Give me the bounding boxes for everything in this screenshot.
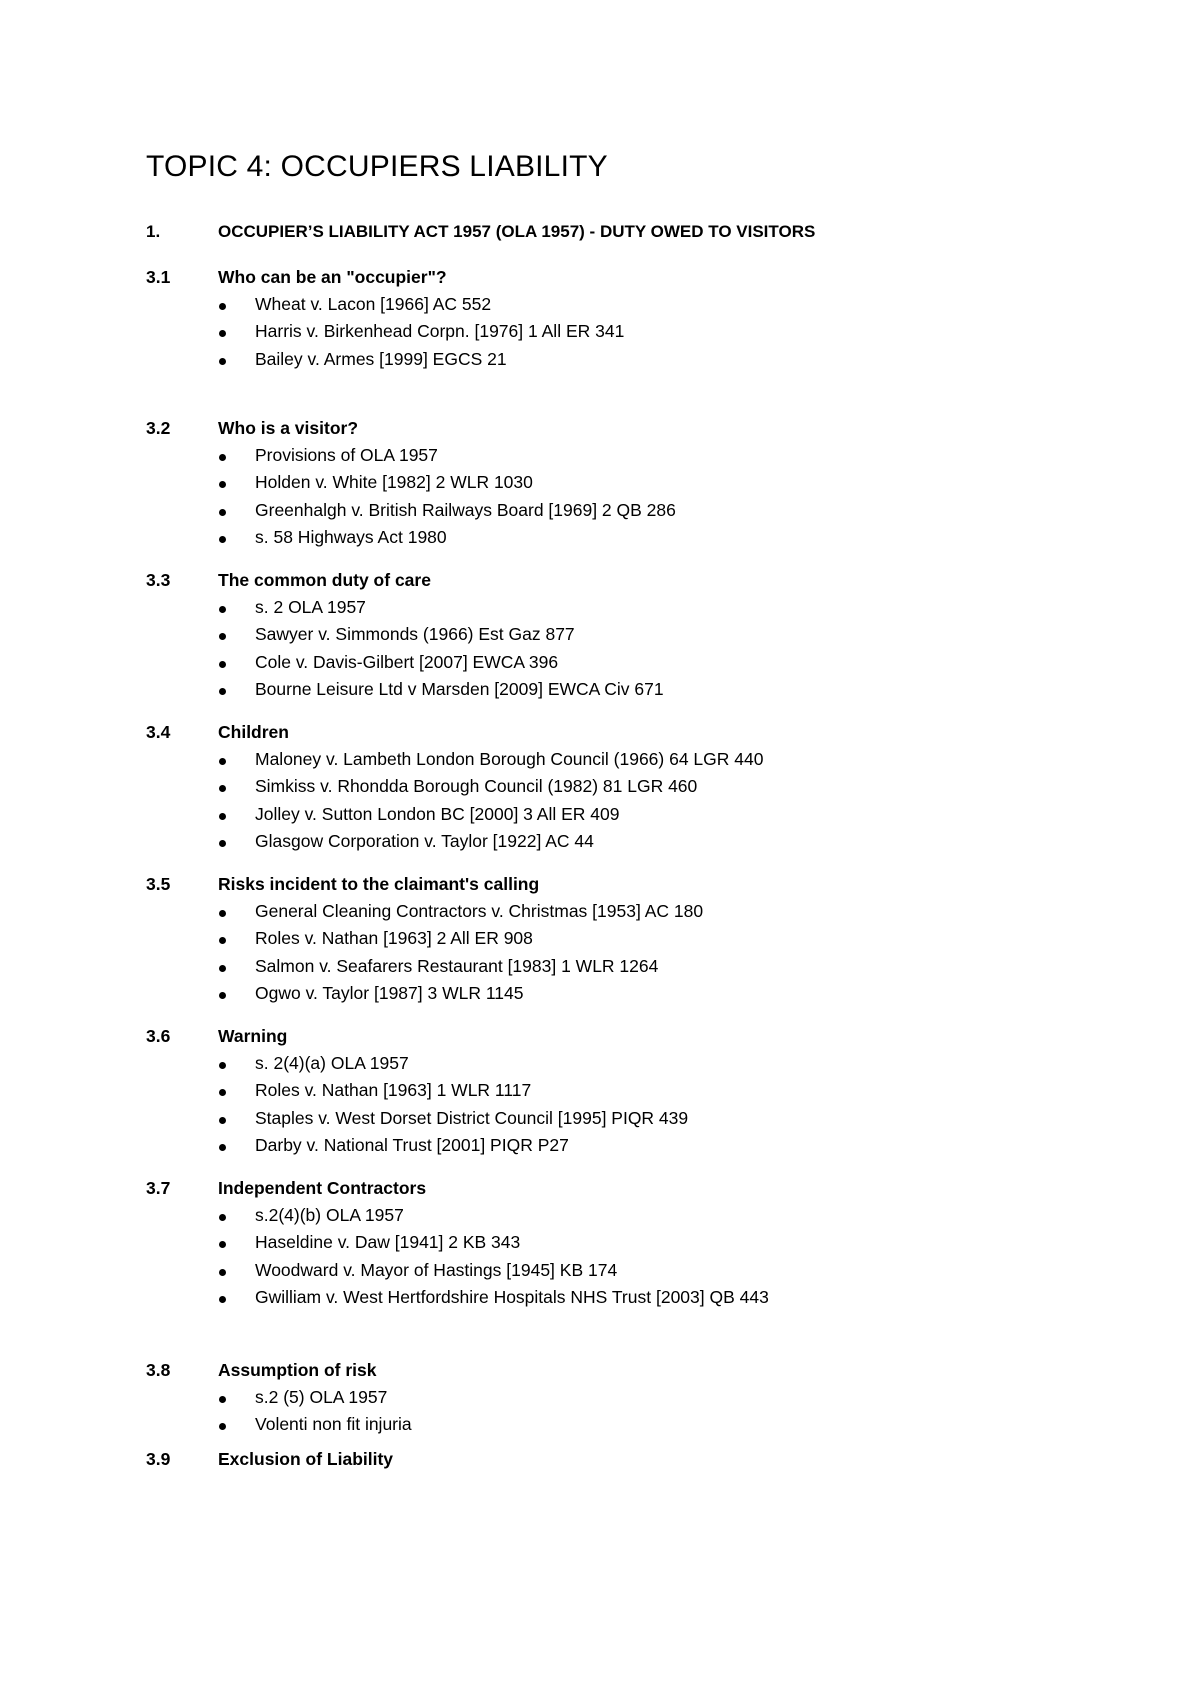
list-item	[146, 1414, 1146, 1441]
section-3-1	[146, 267, 1146, 376]
list-item	[146, 652, 1146, 679]
section-heading-text: Assumption of risk	[218, 1360, 377, 1380]
section-3-2	[146, 418, 1146, 554]
main-heading-number: 1.	[146, 222, 161, 241]
bullet-icon	[219, 1423, 226, 1430]
list-item	[146, 1135, 1146, 1162]
section-number: 3.2	[146, 418, 171, 438]
list-item	[146, 831, 1146, 858]
section-3-5	[146, 874, 1146, 1010]
list-item	[146, 445, 1146, 472]
list-item	[146, 500, 1146, 527]
list-item-text: Maloney v. Lambeth London Borough Council (1966) 64 LGR 440	[255, 749, 764, 769]
bullet-icon	[219, 785, 226, 792]
list-item	[146, 1387, 1146, 1414]
section-heading	[146, 722, 1146, 749]
case-list	[146, 901, 1146, 1010]
section-number: 3.7	[146, 1178, 171, 1198]
list-item	[146, 749, 1146, 776]
list-item-text: Darby v. National Trust [2001] PIQR P27	[255, 1134, 569, 1155]
list-item-text: Salmon v. Seafarers Restaurant [1983] 1 WLR 1264	[255, 955, 659, 976]
section-heading	[146, 1178, 1146, 1205]
list-item	[146, 804, 1146, 831]
section-heading	[146, 1449, 1146, 1476]
list-item-text: Roles v. Nathan [1963] 2 All ER 908	[255, 928, 533, 949]
section-3-4	[146, 722, 1146, 858]
document-title: TOPIC 4: OCCUPIERS LIABILITY	[146, 150, 608, 183]
bullet-icon	[219, 330, 226, 337]
list-item	[146, 527, 1146, 554]
list-item-text: s. 2(4)(a) OLA 1957	[255, 1053, 409, 1073]
section-number: 3.5	[146, 874, 171, 894]
list-item-text: Bourne Leisure Ltd v Marsden [2009] EWCA Civ 671	[255, 678, 664, 699]
bullet-icon	[219, 1396, 226, 1403]
section-heading	[146, 267, 1146, 294]
case-list	[146, 294, 1146, 376]
list-item	[146, 472, 1146, 499]
list-item	[146, 321, 1146, 348]
bullet-icon	[219, 758, 226, 765]
section-heading	[146, 570, 1146, 597]
section-3-6	[146, 1026, 1146, 1162]
list-item	[146, 1108, 1146, 1135]
bullet-icon	[219, 633, 226, 640]
section-heading	[146, 1360, 1146, 1387]
section-3-7	[146, 1178, 1146, 1314]
list-item	[146, 1260, 1146, 1287]
list-item	[146, 679, 1146, 706]
list-item-text: s. 58 Highways Act 1980	[255, 526, 447, 547]
case-list	[146, 1053, 1146, 1162]
section-number: 3.6	[146, 1026, 171, 1046]
list-item-text: Staples v. West Dorset District Council [1995] PIQR 439	[255, 1107, 689, 1128]
section-number: 3.9	[146, 1449, 171, 1469]
bullet-icon	[219, 1089, 226, 1096]
section-heading-text: Risks incident to the claimant's calling	[218, 874, 540, 894]
list-item-text: s. 2 OLA 1957	[255, 597, 366, 617]
section-heading-text: Independent Contractors	[218, 1178, 427, 1198]
list-item-text: Harris v. Birkenhead Corpn. [1976] 1 All ER 341	[255, 321, 625, 342]
bullet-icon	[219, 303, 226, 310]
bullet-icon	[219, 606, 226, 613]
list-item-text: Holden v. White [1982] 2 WLR 1030	[255, 472, 533, 493]
bullet-icon	[219, 661, 226, 668]
section-3-3	[146, 570, 1146, 706]
main-heading-text: OCCUPIER’S LIABILITY ACT 1957 (OLA 1957) - DUTY OWED TO VISITORS	[218, 222, 816, 241]
case-list	[146, 749, 1146, 858]
list-item-text: Roles v. Nathan [1963] 1 WLR 1117	[255, 1080, 532, 1101]
list-item-text: Haseldine v. Daw [1941] 2 KB 343	[255, 1232, 521, 1253]
bullet-icon	[219, 688, 226, 695]
bullet-icon	[219, 509, 226, 516]
list-item	[146, 1205, 1146, 1232]
bullet-icon	[219, 1144, 226, 1151]
section-heading-text: Exclusion of Liability	[218, 1449, 394, 1469]
list-item	[146, 1232, 1146, 1259]
list-item-text: s.2 (5) OLA 1957	[255, 1387, 388, 1407]
section-heading	[146, 418, 1146, 445]
bullet-icon	[219, 1062, 226, 1069]
list-item-text: Simkiss v. Rhondda Borough Council (1982) 81 LGR 460	[255, 776, 698, 797]
section-number: 3.3	[146, 570, 171, 590]
list-item-text: Greenhalgh v. British Railways Board [1969] 2 QB 286	[255, 499, 676, 520]
case-list	[146, 1387, 1146, 1442]
list-item	[146, 928, 1146, 955]
list-item	[146, 624, 1146, 651]
section-number: 3.4	[146, 722, 171, 742]
bullet-icon	[219, 536, 226, 543]
list-item-text: Provisions of OLA 1957	[255, 445, 438, 465]
bullet-icon	[219, 1117, 226, 1124]
bullet-icon	[219, 454, 226, 461]
section-3-9	[146, 1449, 1146, 1476]
list-item	[146, 1080, 1146, 1107]
bullet-icon	[219, 481, 226, 488]
bullet-icon	[219, 840, 226, 847]
list-item	[146, 956, 1146, 983]
list-item-text: General Cleaning Contractors v. Christmas [1953] AC 180	[255, 901, 704, 921]
list-item	[146, 294, 1146, 321]
list-item	[146, 1287, 1146, 1314]
list-item-text: Volenti non fit injuria	[255, 1414, 412, 1435]
bullet-icon	[219, 1214, 226, 1221]
case-list	[146, 1205, 1146, 1314]
list-item-text: Glasgow Corporation v. Taylor [1922] AC 44	[255, 830, 594, 851]
list-item	[146, 349, 1146, 376]
bullet-icon	[219, 937, 226, 944]
bullet-icon	[219, 1296, 226, 1303]
list-item-text: Jolley v. Sutton London BC [2000] 3 All ER 409	[255, 803, 620, 824]
case-list	[146, 445, 1146, 554]
bullet-icon	[219, 1269, 226, 1276]
list-item-text: Wheat v. Lacon [1966] AC 552	[255, 294, 492, 314]
list-item	[146, 776, 1146, 803]
list-item	[146, 1053, 1146, 1080]
bullet-icon	[219, 358, 226, 365]
list-item	[146, 597, 1146, 624]
section-heading	[146, 874, 1146, 901]
list-item-text: s.2(4)(b) OLA 1957	[255, 1205, 404, 1225]
section-heading-text: Who is a visitor?	[218, 418, 359, 438]
bullet-icon	[219, 1241, 226, 1248]
section-number: 3.8	[146, 1360, 171, 1380]
section-heading-text: Who can be an "occupier"?	[218, 267, 447, 287]
list-item-text: Sawyer v. Simmonds (1966) Est Gaz 877	[255, 624, 575, 645]
bullet-icon	[219, 992, 226, 999]
bullet-icon	[219, 813, 226, 820]
list-item-text: Bailey v. Armes [1999] EGCS 21	[255, 348, 507, 369]
section-3-8	[146, 1360, 1146, 1442]
section-heading	[146, 1026, 1146, 1053]
list-item-text: Gwilliam v. West Hertfordshire Hospitals NHS Trust [2003] QB 443	[255, 1286, 769, 1307]
bullet-icon	[219, 965, 226, 972]
bullet-icon	[219, 910, 226, 917]
case-list	[146, 597, 1146, 706]
list-item	[146, 901, 1146, 928]
section-heading-text: Warning	[218, 1026, 288, 1046]
list-item-text: Ogwo v. Taylor [1987] 3 WLR 1145	[255, 982, 524, 1003]
list-item-text: Cole v. Davis-Gilbert [2007] EWCA 396	[255, 651, 559, 672]
list-item	[146, 983, 1146, 1010]
section-heading-text: Children	[218, 722, 289, 742]
list-item-text: Woodward v. Mayor of Hastings [1945] KB 174	[255, 1259, 618, 1280]
section-heading-text: The common duty of care	[218, 570, 431, 590]
section-number: 3.1	[146, 267, 171, 287]
